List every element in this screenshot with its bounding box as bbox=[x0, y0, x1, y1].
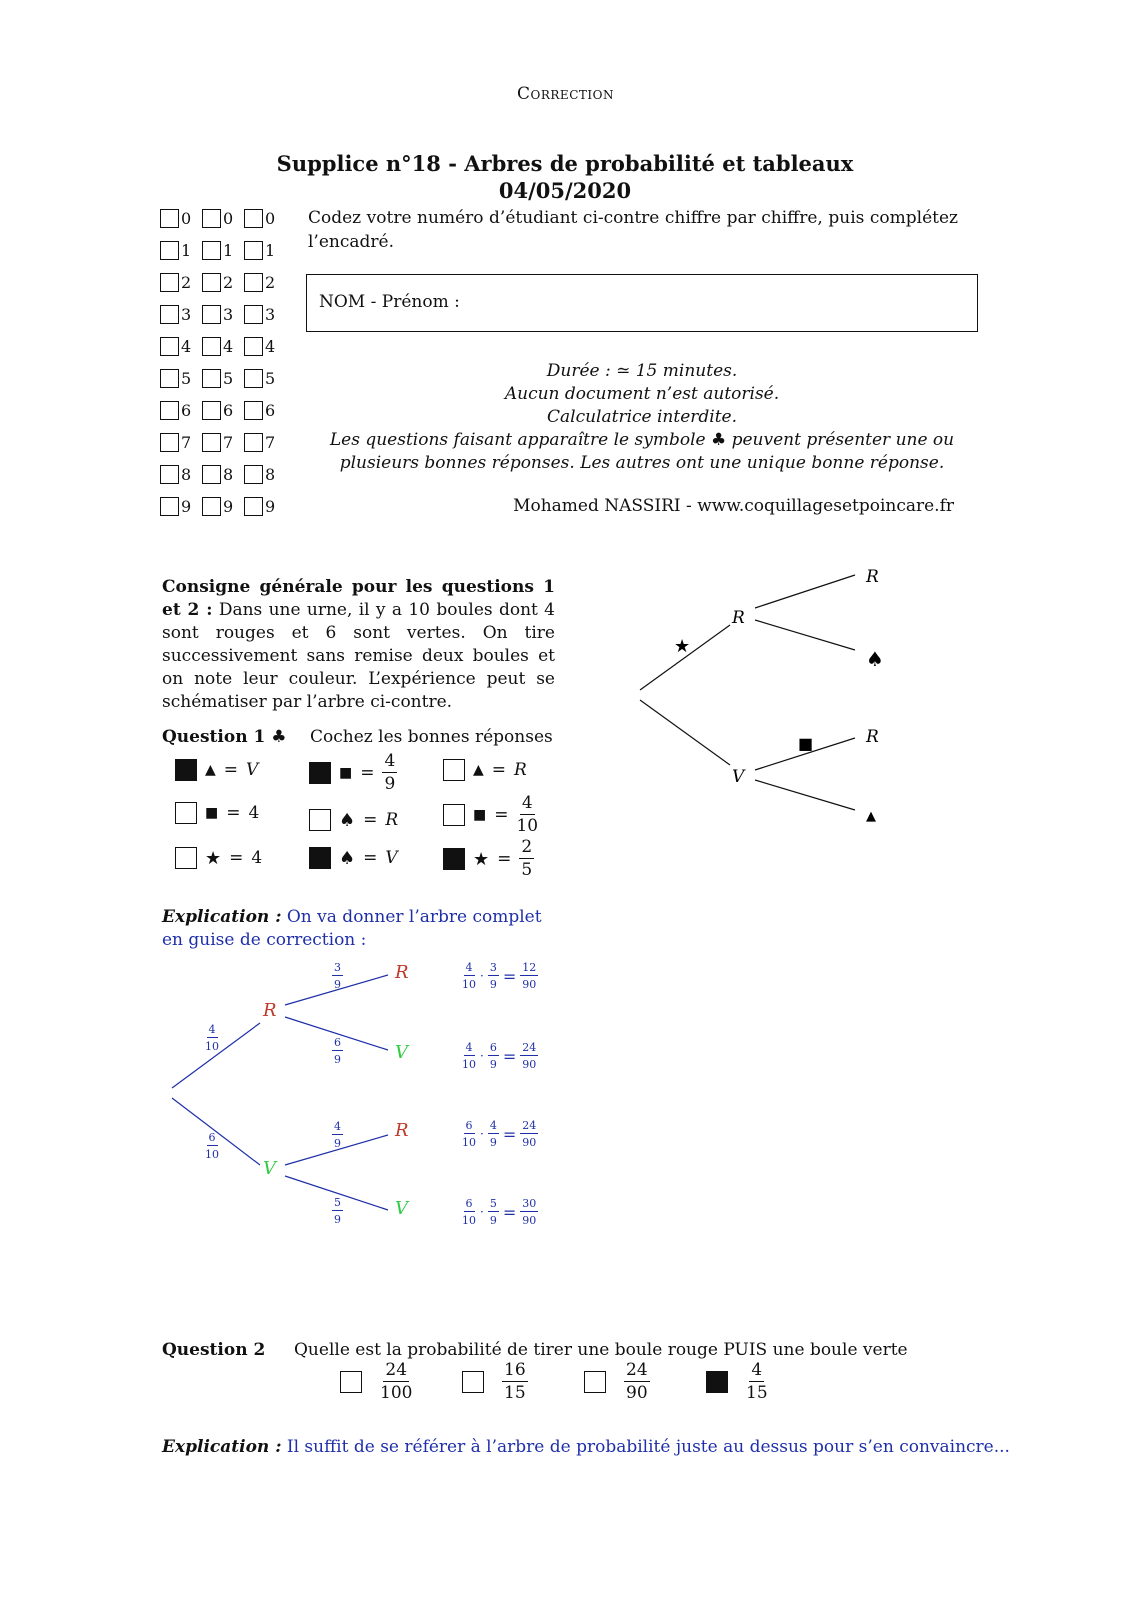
product-factor-1: $\frac{4}{10}$ bbox=[462, 1041, 476, 1071]
leaf-R-bottom: R bbox=[866, 727, 879, 747]
product-result: $\frac{24}{90}$ bbox=[522, 1041, 537, 1071]
square-symbol: ■ bbox=[798, 734, 814, 753]
digit-cell[interactable] bbox=[244, 305, 286, 324]
digit-checkbox[interactable] bbox=[202, 433, 221, 452]
q1-checkbox[interactable] bbox=[175, 847, 197, 869]
digit-checkbox[interactable] bbox=[202, 241, 221, 260]
branch-root-R bbox=[640, 625, 730, 690]
branch-R-R bbox=[755, 575, 855, 608]
digit-label: 2 bbox=[265, 272, 276, 292]
q2-checkbox[interactable] bbox=[706, 1371, 728, 1393]
exam-rules bbox=[306, 360, 978, 475]
digit-label: 3 bbox=[265, 304, 276, 324]
digit-cell[interactable] bbox=[160, 337, 202, 356]
digit-label: 0 bbox=[223, 208, 234, 228]
digit-cell[interactable] bbox=[160, 497, 202, 516]
digit-row bbox=[160, 298, 290, 330]
question-1-options bbox=[175, 751, 575, 887]
q1-checkbox[interactable] bbox=[309, 847, 331, 869]
spade-symbol: ♠ bbox=[866, 647, 884, 671]
digit-checkbox[interactable] bbox=[202, 465, 221, 484]
product-factor-1: $\frac{4}{10}$ bbox=[462, 961, 476, 991]
digit-row bbox=[160, 202, 290, 234]
q1-option-symbol: ■ bbox=[473, 807, 487, 823]
digit-checkbox[interactable] bbox=[160, 337, 179, 356]
q1-option-rel: = bbox=[226, 803, 241, 823]
digit-row bbox=[160, 426, 290, 458]
q1-checkbox[interactable] bbox=[309, 762, 331, 784]
digit-label: 0 bbox=[181, 208, 192, 228]
digit-checkbox[interactable] bbox=[202, 209, 221, 228]
author: Mohamed NASSIRI - www.coquillagesetpoincare.fr bbox=[513, 496, 954, 516]
q1-option-symbol: ★ bbox=[205, 847, 222, 869]
product-factor-1: $\frac{6}{10}$ bbox=[462, 1119, 476, 1149]
digit-checkbox[interactable] bbox=[160, 465, 179, 484]
rule-multi-2: plusieurs bonnes réponses. Les autres ont une unique bonne réponse. bbox=[339, 453, 945, 473]
digit-label: 4 bbox=[181, 336, 192, 356]
q1-option-value: R bbox=[514, 760, 527, 780]
node-V: V bbox=[263, 1158, 276, 1179]
title-line-1: Supplice n°18 - Arbres de probabilité et tableaux bbox=[276, 151, 854, 176]
branch-root-V bbox=[640, 700, 730, 765]
consigne-text: Dans une urne, il y a 10 boules dont 4 sont rouges et 6 sont vertes. On tire successivement sans remise deux boules et on note leur couleur. L’expérience peut se schématiser par l’arbre ci-contre. bbox=[162, 600, 556, 712]
probability-product: $\frac{6}{10}$ · $\frac{4}{9}$ = $\frac{24}{90}$ bbox=[462, 1119, 537, 1149]
q2-option[interactable] bbox=[340, 1362, 412, 1402]
digit-label: 0 bbox=[265, 208, 276, 228]
digit-cell[interactable] bbox=[160, 209, 202, 228]
digit-label: 5 bbox=[181, 368, 192, 388]
digit-cell[interactable] bbox=[202, 209, 244, 228]
digit-row bbox=[160, 458, 290, 490]
q1-option-value: 4 bbox=[251, 848, 263, 868]
q2-option[interactable] bbox=[462, 1362, 528, 1402]
explication-1-label: Explication : bbox=[162, 907, 282, 927]
q1-option-symbol: ♠ bbox=[339, 809, 356, 831]
q1-option-fraction: $\frac{4}{9}$ bbox=[384, 751, 396, 794]
q1-option-rel: = bbox=[497, 849, 512, 869]
digit-cell[interactable] bbox=[202, 433, 244, 452]
digit-cell[interactable] bbox=[160, 273, 202, 292]
q1-checkbox[interactable] bbox=[443, 804, 465, 826]
header-title: Correction bbox=[517, 84, 614, 104]
explication-2 bbox=[162, 1437, 1010, 1457]
q1-option-rel: = bbox=[363, 848, 378, 868]
digit-cell[interactable] bbox=[202, 401, 244, 420]
q1-option-rel: = bbox=[229, 848, 244, 868]
star-symbol: ★ bbox=[674, 636, 691, 657]
digit-cell[interactable] bbox=[202, 305, 244, 324]
consigne-heading: Consigne générale pour les questions 1 et 2 : bbox=[162, 577, 555, 620]
product-factor-2: $\frac{5}{9}$ bbox=[489, 1197, 497, 1227]
q1-option-rel: = bbox=[494, 805, 509, 825]
q1-option[interactable] bbox=[309, 847, 398, 869]
q1-option-value: V bbox=[385, 848, 398, 868]
digit-cell[interactable] bbox=[160, 465, 202, 484]
q1-option[interactable] bbox=[175, 802, 259, 824]
digit-row bbox=[160, 490, 290, 522]
digit-checkbox[interactable] bbox=[160, 433, 179, 452]
digit-checkbox[interactable] bbox=[244, 273, 263, 292]
digit-checkbox[interactable] bbox=[160, 369, 179, 388]
q1-checkbox[interactable] bbox=[443, 759, 465, 781]
q1-option[interactable] bbox=[175, 759, 258, 781]
q1-option-value: V bbox=[246, 760, 259, 780]
digit-cell[interactable] bbox=[244, 497, 286, 516]
q1-option-rel: = bbox=[223, 760, 239, 780]
digit-row bbox=[160, 330, 290, 362]
q2-option-fraction: $\frac{24}{90}$ bbox=[626, 1360, 648, 1403]
prob-R: $\frac{4}{10}$ bbox=[205, 1023, 219, 1053]
digit-checkbox[interactable] bbox=[202, 305, 221, 324]
digit-label: 1 bbox=[181, 240, 192, 260]
prob-VV: $\frac{5}{9}$ bbox=[334, 1196, 341, 1226]
node-V: V bbox=[732, 767, 745, 787]
digit-checkbox[interactable] bbox=[160, 497, 179, 516]
leaf-RR: R bbox=[395, 962, 409, 983]
q1-option-symbol: ▲ bbox=[205, 762, 216, 778]
digit-cell[interactable] bbox=[244, 401, 286, 420]
q1-checkbox[interactable] bbox=[175, 802, 197, 824]
digit-checkbox[interactable] bbox=[160, 305, 179, 324]
product-result: $\frac{24}{90}$ bbox=[522, 1119, 537, 1149]
digit-label: 6 bbox=[223, 400, 234, 420]
product-factor-2: $\frac{3}{9}$ bbox=[489, 961, 497, 991]
q2-checkbox[interactable] bbox=[462, 1371, 484, 1393]
digit-checkbox[interactable] bbox=[202, 273, 221, 292]
q1-checkbox[interactable] bbox=[309, 809, 331, 831]
digit-cell[interactable] bbox=[244, 241, 286, 260]
q1-option[interactable] bbox=[175, 847, 262, 869]
tree-diagram-symbolic bbox=[620, 560, 920, 840]
product-factor-2: $\frac{4}{9}$ bbox=[489, 1119, 497, 1149]
rule-documents: Aucun document n’est autorisé. bbox=[504, 384, 780, 404]
probability-product: $\frac{4}{10}$ · $\frac{6}{9}$ = $\frac{24}{90}$ bbox=[462, 1041, 537, 1071]
digit-label: 5 bbox=[265, 368, 276, 388]
digit-label: 7 bbox=[265, 432, 276, 452]
prob-VR: $\frac{4}{9}$ bbox=[334, 1120, 341, 1150]
branch-R-spade bbox=[755, 620, 855, 650]
digit-checkbox[interactable] bbox=[160, 241, 179, 260]
rule-duration: Durée : ≃ 15 minutes. bbox=[546, 361, 738, 381]
rule-multi-1: Les questions faisant apparaître le symbole ♣ peuvent présenter une ou bbox=[329, 430, 955, 450]
digit-checkbox[interactable] bbox=[202, 497, 221, 516]
name-field[interactable] bbox=[306, 274, 978, 332]
question-2-text: Quelle est la probabilité de tirer une boule rouge PUIS une boule verte bbox=[294, 1340, 908, 1360]
q1-option[interactable] bbox=[443, 759, 527, 781]
page-title bbox=[200, 150, 930, 204]
digit-cell[interactable] bbox=[202, 241, 244, 260]
digit-label: 9 bbox=[223, 496, 234, 516]
digit-cell[interactable] bbox=[160, 305, 202, 324]
explication-2-text: Il suffit de se référer à l’arbre de probabilité juste au dessus pour s’en convaincre... bbox=[281, 1437, 1010, 1457]
digit-label: 9 bbox=[265, 496, 276, 516]
q2-option-fraction: $\frac{16}{15}$ bbox=[504, 1360, 526, 1403]
digit-cell[interactable] bbox=[244, 209, 286, 228]
digit-cell[interactable] bbox=[202, 369, 244, 388]
q2-option-fraction: $\frac{4}{15}$ bbox=[746, 1360, 768, 1403]
digit-cell[interactable] bbox=[244, 465, 286, 484]
leaf-R-top: R bbox=[866, 567, 879, 587]
q1-option-symbol: ♠ bbox=[339, 847, 356, 869]
q1-checkbox[interactable] bbox=[443, 848, 465, 870]
digit-label: 4 bbox=[265, 336, 276, 356]
probability-product: $\frac{6}{10}$ · $\frac{5}{9}$ = $\frac{30}{90}$ bbox=[462, 1197, 537, 1227]
q2-option-fraction: $\frac{24}{100}$ bbox=[380, 1360, 413, 1403]
name-label: NOM - Prénom : bbox=[319, 292, 460, 312]
instructions: Codez votre numéro d’étudiant ci-contre chiffre par chiffre, puis complétez l’encadré. bbox=[308, 208, 958, 252]
prob-V: $\frac{6}{10}$ bbox=[205, 1131, 219, 1161]
digit-cell[interactable] bbox=[202, 273, 244, 292]
branch-V-triangle bbox=[755, 780, 855, 810]
tree-correction-labels bbox=[160, 960, 580, 1240]
digit-row bbox=[160, 266, 290, 298]
q1-option-symbol: ★ bbox=[473, 848, 490, 870]
explication-1 bbox=[162, 906, 555, 952]
digit-row bbox=[160, 394, 290, 426]
digit-cell[interactable] bbox=[244, 433, 286, 452]
digit-cell[interactable] bbox=[160, 433, 202, 452]
digit-checkbox[interactable] bbox=[244, 433, 263, 452]
digit-checkbox[interactable] bbox=[244, 305, 263, 324]
product-result: $\frac{12}{90}$ bbox=[522, 961, 537, 991]
q1-option[interactable] bbox=[309, 753, 397, 793]
digit-label: 7 bbox=[223, 432, 234, 452]
digit-cell[interactable] bbox=[244, 369, 286, 388]
explication-1-text: On va donner l’arbre complet en guise de correction : bbox=[162, 907, 542, 950]
leaf-RV: V bbox=[395, 1042, 408, 1063]
question-2-title: Question 2 bbox=[162, 1340, 266, 1360]
q1-option-value: R bbox=[385, 810, 399, 830]
digit-cell[interactable] bbox=[244, 337, 286, 356]
q2-option[interactable] bbox=[706, 1362, 768, 1402]
digit-cell[interactable] bbox=[160, 241, 202, 260]
digit-label: 8 bbox=[265, 464, 276, 484]
prob-RV: $\frac{6}{9}$ bbox=[334, 1036, 341, 1066]
q1-option[interactable] bbox=[443, 795, 538, 835]
digit-label: 6 bbox=[265, 400, 276, 420]
question-2-options bbox=[340, 1362, 820, 1412]
digit-label: 1 bbox=[223, 240, 234, 260]
digit-checkbox[interactable] bbox=[244, 369, 263, 388]
q1-option-rel: = bbox=[360, 763, 375, 783]
digit-label: 9 bbox=[181, 496, 192, 516]
digit-checkbox[interactable] bbox=[202, 401, 221, 420]
digit-checkbox[interactable] bbox=[244, 337, 263, 356]
digit-label: 2 bbox=[223, 272, 234, 292]
question-1-instruction: Cochez les bonnes réponses bbox=[310, 727, 553, 747]
q2-checkbox[interactable] bbox=[340, 1371, 362, 1393]
digit-checkbox[interactable] bbox=[160, 273, 179, 292]
digit-cell[interactable] bbox=[160, 369, 202, 388]
probability-product: $\frac{4}{10}$ · $\frac{3}{9}$ = $\frac{12}{90}$ bbox=[462, 961, 537, 991]
digit-label: 3 bbox=[181, 304, 192, 324]
digit-label: 3 bbox=[223, 304, 234, 324]
q1-option[interactable] bbox=[443, 839, 534, 879]
q1-option[interactable] bbox=[309, 809, 398, 831]
digit-cell[interactable] bbox=[244, 273, 286, 292]
digit-checkbox[interactable] bbox=[202, 369, 221, 388]
digit-label: 8 bbox=[181, 464, 192, 484]
digit-checkbox[interactable] bbox=[244, 401, 263, 420]
digit-label: 2 bbox=[181, 272, 192, 292]
explication-2-label: Explication : bbox=[162, 1437, 282, 1457]
digit-checkbox[interactable] bbox=[244, 241, 263, 260]
node-R: R bbox=[263, 1000, 277, 1021]
digit-label: 5 bbox=[223, 368, 234, 388]
digit-label: 6 bbox=[181, 400, 192, 420]
title-date: 04/05/2020 bbox=[498, 178, 632, 203]
digit-checkbox[interactable] bbox=[160, 401, 179, 420]
digit-checkbox[interactable] bbox=[244, 209, 263, 228]
digit-label: 1 bbox=[265, 240, 276, 260]
product-factor-1: $\frac{6}{10}$ bbox=[462, 1197, 476, 1227]
q1-option-symbol: ■ bbox=[205, 805, 219, 821]
q2-checkbox[interactable] bbox=[584, 1371, 606, 1393]
question-1-title: Question 1 ♣ bbox=[162, 727, 287, 747]
q1-option-fraction: $\frac{2}{5}$ bbox=[521, 837, 533, 880]
q1-checkbox[interactable] bbox=[175, 759, 197, 781]
prob-RR: $\frac{3}{9}$ bbox=[334, 961, 341, 991]
digit-checkbox[interactable] bbox=[160, 209, 179, 228]
consigne bbox=[162, 576, 555, 714]
digit-label: 8 bbox=[223, 464, 234, 484]
product-factor-2: $\frac{6}{9}$ bbox=[489, 1041, 497, 1071]
digit-cell[interactable] bbox=[202, 497, 244, 516]
digit-cell[interactable] bbox=[202, 465, 244, 484]
leaf-VV: V bbox=[395, 1198, 408, 1219]
digit-cell[interactable] bbox=[202, 337, 244, 356]
rule-calculator: Calculatrice interdite. bbox=[546, 407, 738, 427]
student-id-grid bbox=[160, 202, 290, 522]
q1-option-symbol: ▲ bbox=[473, 762, 484, 778]
digit-checkbox[interactable] bbox=[202, 337, 221, 356]
q1-option-fraction: $\frac{4}{10}$ bbox=[516, 793, 539, 836]
node-R: R bbox=[732, 608, 745, 628]
digit-row bbox=[160, 362, 290, 394]
leaf-VR: R bbox=[395, 1120, 409, 1141]
triangle-symbol: ▲ bbox=[866, 809, 876, 824]
digit-label: 7 bbox=[181, 432, 192, 452]
digit-checkbox[interactable] bbox=[244, 497, 263, 516]
digit-label: 4 bbox=[223, 336, 234, 356]
digit-cell[interactable] bbox=[160, 401, 202, 420]
q1-option-rel: = bbox=[363, 810, 378, 830]
product-result: $\frac{30}{90}$ bbox=[522, 1197, 537, 1227]
digit-checkbox[interactable] bbox=[244, 465, 263, 484]
q2-option[interactable] bbox=[584, 1362, 650, 1402]
q1-option-rel: = bbox=[491, 760, 507, 780]
digit-row bbox=[160, 234, 290, 266]
q1-option-value: 4 bbox=[248, 803, 260, 823]
q1-option-symbol: ■ bbox=[339, 765, 353, 781]
